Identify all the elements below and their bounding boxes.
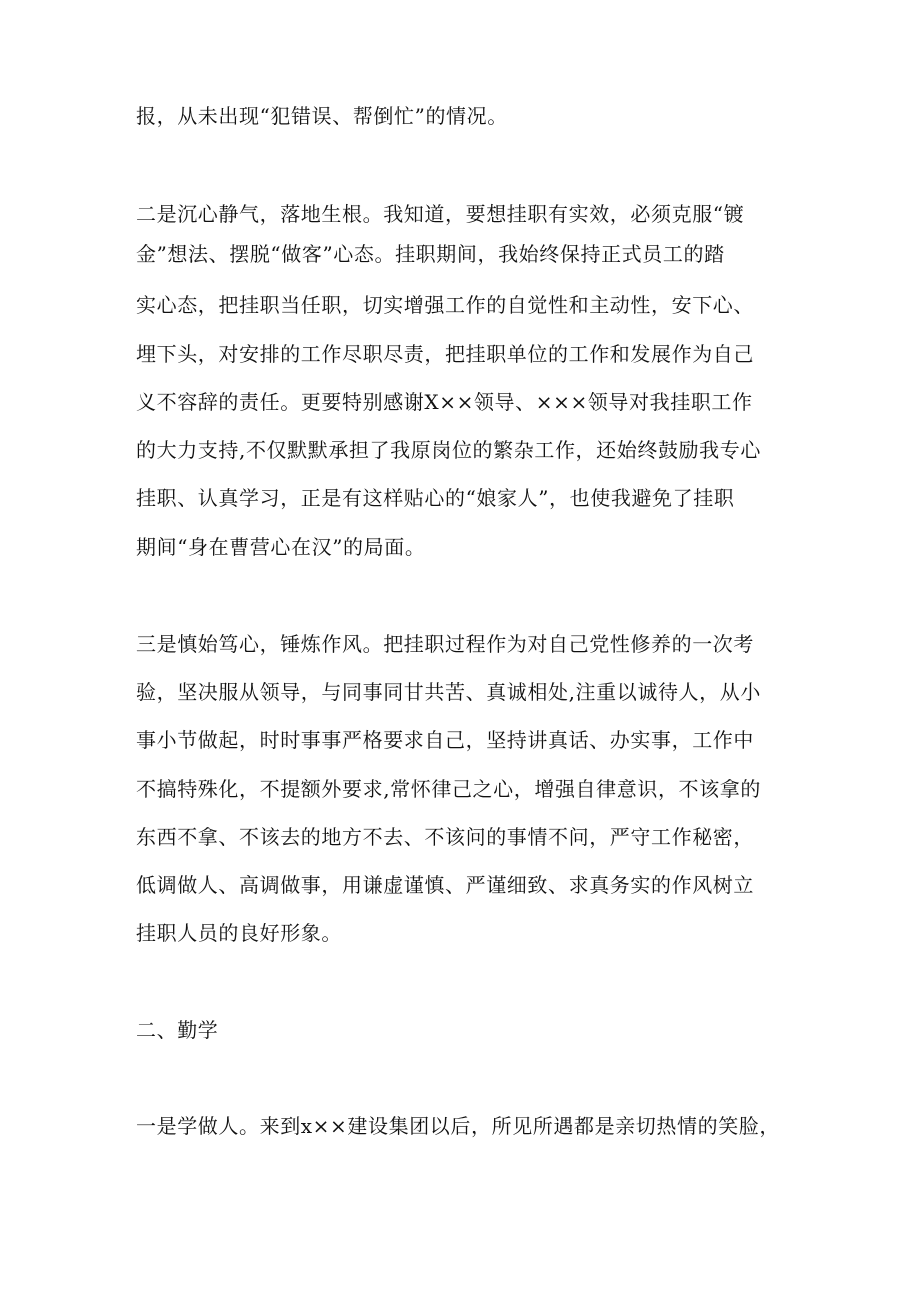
text-line: 验，坚决服从领导，与同事同甘共苦、真诚相处,注重以诚待人，从小: [136, 680, 761, 704]
text-line: 一是学做人。来到x××建设集团以后，所见所遇都是亲切热情的笑脸，: [136, 1114, 780, 1138]
text-line: 二是沉心静气，落地生根。我知道，要想挂职有实效，必须克服“镀: [136, 202, 745, 226]
text-line: 挂职、认真学习，正是有这样贴心的“娘家人”，也使我避免了挂职: [136, 486, 735, 510]
text-line: 挂职人员的良好形象。: [136, 921, 342, 945]
text-line: 三是慎始笃心，锤炼作风。把挂职过程作为对自己党性修养的一次考: [136, 632, 754, 656]
text-line: 期间“身在曹营心在汉”的局面。: [136, 535, 426, 559]
text-line: 报，从未出现“犯错误、帮倒忙”的情况。: [136, 104, 508, 128]
text-line: 东西不拿、不该去的地方不去、不该问的事情不问，严守工作秘密，: [136, 825, 754, 849]
section-heading: 二、勤学: [136, 1018, 219, 1042]
text-line: 低调做人、高调做事，用谦虚谨慎、严谨细致、求真务实的作风树立: [136, 873, 754, 897]
text-line: 不搞特殊化，不提额外要求,常怀律己之心，增强自律意识，不该拿的: [136, 777, 761, 801]
text-line: 义不容辞的责任。更要特别感谢X××领导、×××领导对我挂职工作: [136, 390, 753, 414]
text-line: 实心态，把挂职当任职，切实增强工作的自觉性和主动性，安下心、: [136, 293, 754, 317]
text-line: 金”想法、摆脱“做客”心态。挂职期间，我始终保持正式员工的踏: [136, 242, 725, 266]
text-line: 埋下头，对安排的工作尽职尽责，把挂职单位的工作和发展作为自己: [136, 342, 754, 366]
text-line: 事小节做起，时时事事严格要求自己，坚持讲真话、办实事，工作中: [136, 728, 754, 752]
text-line: 的大力支持,不仅默默承担了我原岗位的繁杂工作，还始终鼓励我专心: [136, 438, 761, 462]
